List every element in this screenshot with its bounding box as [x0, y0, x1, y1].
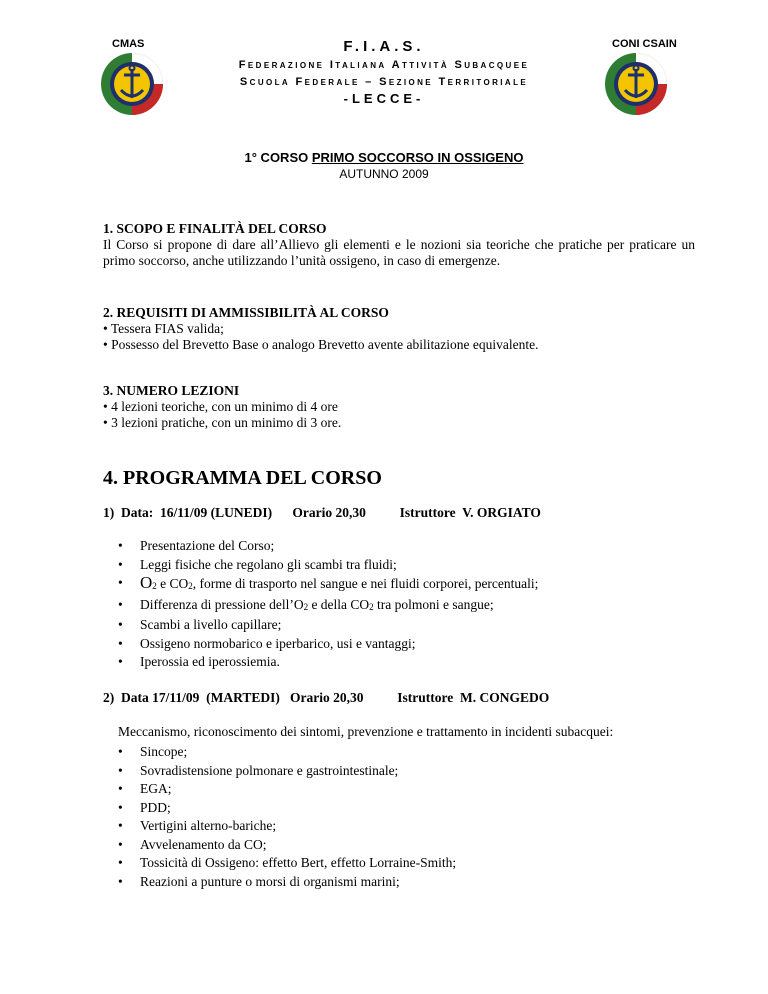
list-item: • EGA;	[118, 781, 172, 796]
course-title-prefix: 1° CORSO	[244, 150, 312, 165]
course-title	[0, 150, 768, 165]
lesson2-intro: Meccanismo, riconoscimento dei sintomi, prevenzione e trattamento in incidenti subacquei:	[118, 724, 614, 739]
course-title-underlined: PRIMO SOCCORSO IN OSSIGENO	[311, 150, 524, 165]
lessons-count-item: • 3 lezioni pratiche, con un minimo di 3 ore.	[103, 415, 342, 430]
lesson2-topics	[118, 743, 456, 891]
list-item: • Reazioni a punture o morsi di organismi marini;	[118, 873, 400, 889]
requirement-item: • Possesso del Brevetto Base o analogo Brevetto avente abilitazione equivalente.	[103, 337, 539, 352]
list-item: • Sincope;	[118, 744, 188, 759]
section-scope	[103, 221, 695, 269]
lesson2-header: 2) Data 17/11/09 (MARTEDI) Orario 20,30 Istruttore M. CONGEDO	[103, 690, 550, 705]
requirement-item: • Tessera FIAS valida;	[103, 321, 224, 336]
section-heading: 1. SCOPO E FINALITÀ DEL CORSO	[103, 221, 327, 236]
list-item: • Sovradistensione polmonare e gastrointestinale;	[118, 762, 399, 778]
list-item: • Tossicità di Ossigeno: effetto Bert, effetto Lorraine-Smith;	[118, 855, 457, 870]
list-item: • Ossigeno normobarico e iperbarico, usi e vantaggi;	[118, 635, 416, 651]
list-item: • Avvelenamento da CO;	[118, 836, 267, 852]
organization-acronym: F.I.A.S.	[343, 38, 425, 55]
course-subtitle: AUTUNNO 2009	[339, 167, 429, 181]
organization-name: Federazione Italiana Attività Subacquee	[238, 59, 530, 71]
program-heading: 4. PROGRAMMA DEL CORSO	[103, 467, 382, 489]
city-name: -LECCE-	[343, 91, 425, 106]
section-lessons-count	[103, 383, 703, 431]
section-requirements	[103, 305, 703, 353]
school-name: Scuola Federale – Sezione Territoriale	[239, 76, 529, 88]
list-item: • Vertigini alterno-bariche;	[118, 818, 277, 833]
section-heading: 3. NUMERO LEZIONI	[103, 383, 240, 398]
list-item: • PDD;	[118, 799, 171, 815]
list-item: • Differenza di pressione $dell’O_2$ e della $CO_2$ tra polmoni e sangue;	[118, 596, 494, 612]
list-item: • Presentazione del Corso;	[118, 538, 275, 553]
list-item: • $O_2$ e $CO_2$, forme di trasporto nel sangue e nei fluidi corporei, percentuali;	[118, 573, 539, 592]
lesson1-header: 1) Data: 16/11/09 (LUNEDI) Orario 20,30 Istruttore V. ORGIATO	[103, 505, 541, 520]
section-heading: 2. REQUISITI DI AMMISSIBILITÀ AL CORSO	[103, 305, 389, 320]
coni-csain-label: CONI CSAIN	[612, 38, 677, 50]
list-item: • Scambi a livello capillare;	[118, 617, 282, 632]
list-item: • Leggi fisiche che regolano gli scambi tra fluidi;	[118, 556, 397, 572]
lessons-count-item: • 4 lezioni teoriche, con un minimo di 4 ore	[103, 399, 338, 414]
lesson1-topics	[118, 537, 538, 672]
section-text: Il Corso si propone di dare all’Allievo gli elementi e le nozioni sia teoriche che pratiche per praticare un primo soccorso, anche utilizzando l’unità ossigeno, in caso di emergenze.	[103, 237, 695, 268]
list-item: • Iperossia ed iperossiemia.	[118, 654, 280, 669]
cmas-label: CMAS	[112, 38, 145, 50]
